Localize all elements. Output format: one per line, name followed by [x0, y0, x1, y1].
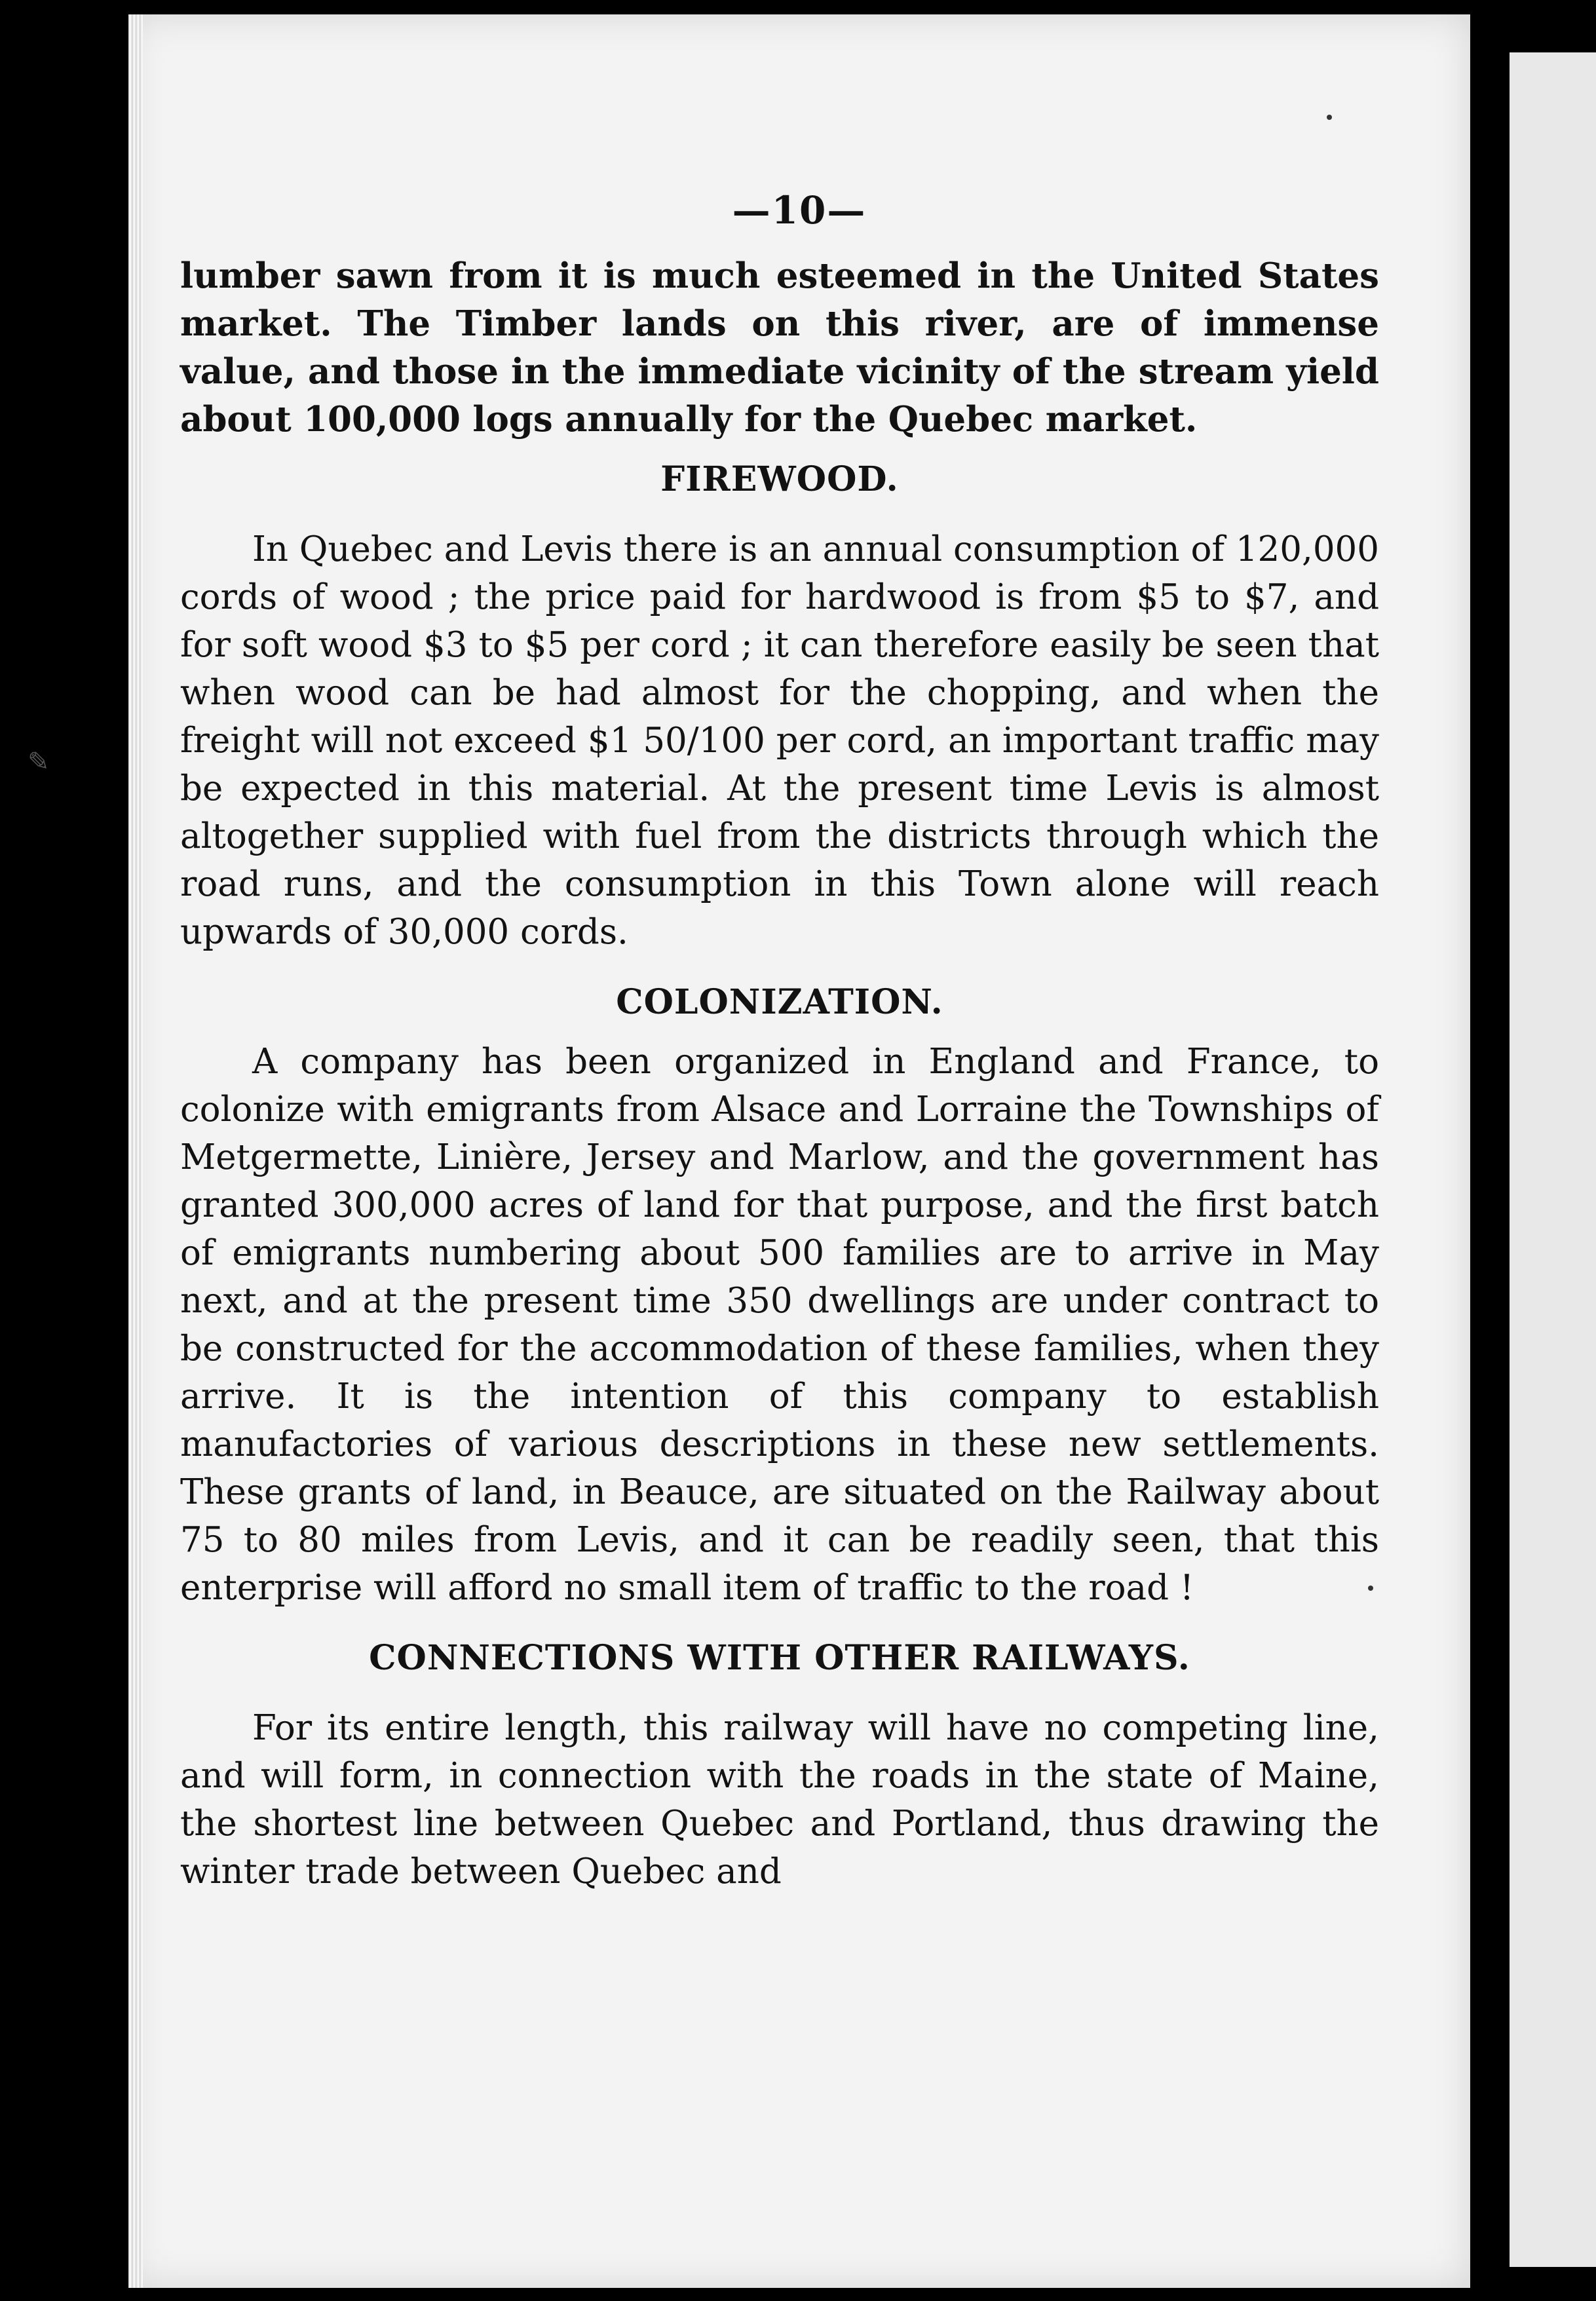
paragraph-connections: For its entire length, this railway will have no competing line, and will form, in connection with the roads in the state of Maine, the shortest line between Quebec and Portland, thus drawing the winter trade between Quebec and	[180, 1708, 1379, 1892]
page-body	[180, 252, 1379, 1895]
heading-firewood: FIREWOOD.	[660, 459, 899, 499]
paragraph-colonization: A company has been organized in England and France, to colonize with emigrants from Alsace and Lorraine the Townships of Metgermette, Linière, Jersey and Marlow, and the government has granted 300,000 acres of land for that purpose, and the first batch of emigrants numbering about 500 families are to arrive in May next, and at the present time 350 dwellings are under contract to be constructed for the accommodation of these families, when they arrive. It is the intention of this company to establish manufactories of various descriptions in these new settlements. These grants of land, in Beauce, are situated on the Railway about 75 to 80 miles from Levis, and it can be readily seen, that this enterprise will afford no small item of traffic to the road !	[180, 1042, 1379, 1608]
page-number: —10—	[732, 188, 867, 233]
margin-smudge: ✎	[28, 747, 50, 777]
facing-page-edge	[1510, 52, 1596, 2267]
heading-connections: CONNECTIONS WITH OTHER RAILWAYS.	[369, 1638, 1190, 1678]
heading-colonization: COLONIZATION.	[616, 982, 943, 1022]
paragraph-firewood: In Quebec and Levis there is an annual consumption of 120,000 cords of wood ; the price paid for hardwood is from $5 to $7, and for soft wood $3 to $5 per cord ; it can therefore easily be seen that when wood can be had almost for the chopping, and when the freight will not exceed $1 50/100 per cord, an important traffic may be expected in this material. At the present time Levis is almost altogether supplied with fuel from the districts through which the road runs, and the consumption in this Town alone will reach upwards of 30,000 cords.	[180, 529, 1379, 952]
paragraph-lumber: lumber sawn from it is much esteemed in the United States market. The Timber lands on this river, are of immense value, and those in the immediate vicinity of the stream yield about 100,000 logs annually for the Quebec market.	[180, 256, 1379, 440]
gutter-shadow	[1470, 0, 1510, 2301]
